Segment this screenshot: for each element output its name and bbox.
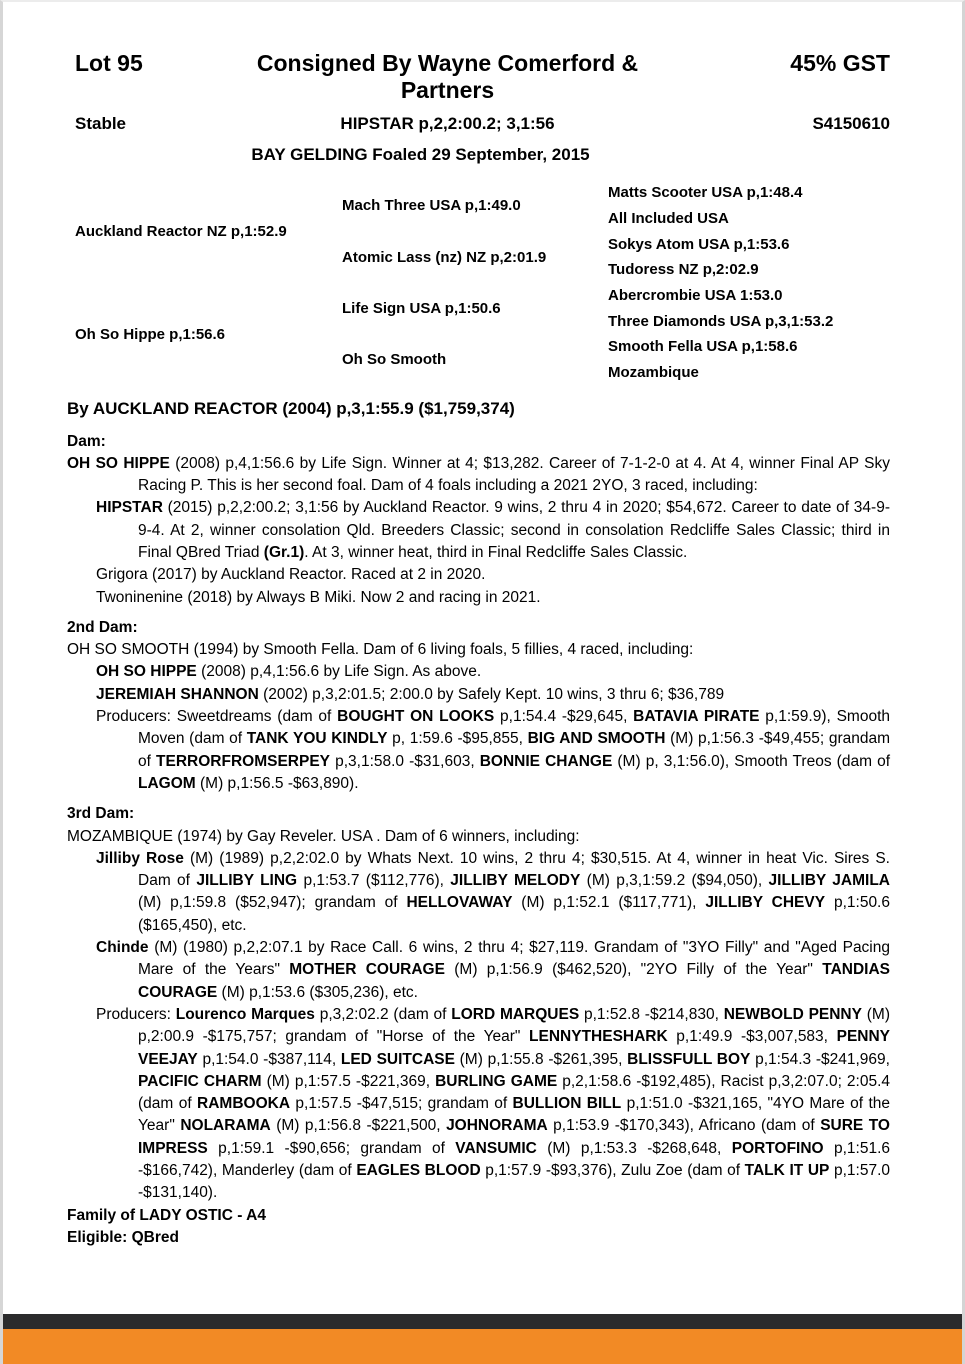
paragraph: Twoninenine (2018) by Always B Miki. Now 2 and racing in 2021. [96, 588, 541, 606]
paragraph: MOZAMBIQUE (1974) by Gay Reveler. USA . Dam of 6 winners, including: [67, 827, 580, 845]
pedigree-sire: Auckland Reactor NZ p,1:52.9 [75, 222, 287, 240]
paragraph: OH SO SMOOTH (1994) by Smooth Fella. Dam of 6 living foals, 5 fillies, 4 raced, including: [67, 641, 694, 659]
pedigree-text [67, 431, 890, 1250]
gst-note: 45% GST [790, 50, 890, 76]
horse-record: HIPSTAR p,2,2:00.2; 3,1:56 [340, 114, 555, 133]
paragraph: Jilliby Rose (M) (1989) p,2,2:02.0 by Whats Next. 10 wins, 2 thru 4; $30,515. At 4, winner in heat Vic. Sires S. Dam of JILLIBY LING p,1:53.7 ($112,776), JILLIBY MELODY (M) p,3,1:59.2 ($94,050), JILLIBY JAMILA (M) p,1:59.8 ($52,947); grandam of HELLOVAWAY (M) p,1:52.1 ($117,771), JILLIBY CHEVY p,1:50.6 ($165,450), etc. [96, 849, 890, 934]
paragraph: Chinde (M) (1980) p,2,2:07.1 by Race Call. 6 wins, 2 thru 4; $27,119. Grandam of "3YO Filly" and "Aged Pacing Mare of the Years" MOTHER COURAGE (M) p,1:56.9 ($462,520), "2YO Filly of the Year" TANDIAS COURAGE (M) p,1:53.6 ($305,236), etc. [96, 939, 890, 1001]
pedigree-gen3-item: Abercrombie USA 1:53.0 [608, 287, 783, 305]
pedigree-gen3-item: Matts Scooter USA p,1:48.4 [608, 184, 803, 202]
eligible-line: Eligible: QBred [67, 1228, 179, 1246]
section-heading: Dam: [67, 432, 106, 450]
family-line: Family of LADY OSTIC - A4 [67, 1206, 266, 1224]
page-content [3, 50, 962, 1249]
sire-by-line: By AUCKLAND REACTOR (2004) p,3,1:55.9 ($1,759,374) [67, 398, 515, 418]
pedigree-gen2-item: Life Sign USA p,1:50.6 [342, 299, 501, 317]
pedigree-gen3-item: Sokys Atom USA p,1:53.6 [608, 235, 790, 253]
lot-number: Lot 95 [75, 50, 143, 76]
footer-dark-bar [3, 1314, 962, 1329]
paragraph: Grigora (2017) by Auckland Reactor. Raced at 2 in 2020. [96, 566, 486, 584]
pedigree-gen3-item: Mozambique [608, 364, 699, 382]
second-dam-section [67, 617, 890, 795]
reg-number: S4150610 [812, 114, 890, 133]
dam-section [67, 431, 890, 609]
paragraph: OH SO HIPPE (2008) p,4,1:56.6 by Life Sign. As above. [96, 663, 482, 681]
third-dam-section [67, 803, 890, 1204]
header-row-2 [67, 114, 890, 134]
pedigree-gen3-item: All Included USA [608, 210, 729, 228]
horse-description: BAY GELDING Foaled 29 September, 2015 [251, 145, 590, 164]
pedigree-dam: Oh So Hippe p,1:56.6 [75, 325, 226, 343]
pedigree-gen2-item: Oh So Smooth [342, 351, 447, 369]
pedigree-gen3-item: Tudoress NZ p,2:02.9 [608, 261, 759, 279]
section-heading: 2nd Dam: [67, 618, 138, 636]
stable-label: Stable [75, 114, 127, 133]
header-row-1 [67, 50, 890, 104]
pedigree-gen3-item: Three Diamonds USA p,3,1:53.2 [608, 312, 834, 330]
paragraph: JEREMIAH SHANNON (2002) p,3,2:01.5; 2:00.0 by Safely Kept. 10 wins, 3 thru 6; $36,789 [96, 685, 725, 703]
consignor-title: Consigned By Wayne Comerford & Partners [256, 50, 639, 103]
paragraph: Producers: Lourenco Marques p,3,2:02.2 (dam of LORD MARQUES p,1:52.8 -$214,830, NEWBOLD PENNY (M) p,2:00.9 -$175,757; grandam of "Horse of the Year" LENNYTHESHARK p,1:49.9 -$3,007,583, PENNY VEEJAY p,1:54.0 -$387,114, LED SUITCASE (M) p,1:55.8 -$261,395, BLISSFULL BOY p,1:54.3 -$241,969, PACIFIC CHARM (M) p,1:57.5 -$221,369, BURLING GAME p,2,1:58.6 -$192,485), Racist p,3,2:07.0; 2:05.4 (dam of RAMBOOKA p,1:57.5 -$47,515; grandam of BULLION BILL p,1:51.0 -$321,165, "4YO Mare of the Year" NOLARAMA (M) p,1:56.8 -$221,500, JOHNORAMA p,1:53.9 -$170,343), Africano (dam of SURE TO IMPRESS p,1:59.1 -$90,656; grandam of VANSUMIC (M) p,1:53.3 -$268,648, PORTOFINO p,1:51.6 -$166,742), Manderley (dam of EAGLES BLOOD p,1:57.9 -$93,376), Zulu Zoe (dam of TALK IT UP p,1:57.0 -$131,140). [96, 1005, 891, 1202]
pedigree-table [75, 180, 890, 386]
paragraph: Producers: Sweetdreams (dam of BOUGHT ON LOOKS p,1:54.4 -$29,645, BATAVIA PIRATE p,1:59.9), Smooth Moven (dam of TANK YOU KINDLY p, 1:59.6 -$95,855, BIG AND SMOOTH (M) p,1:56.3 -$49,455; grandam of TERRORFROMSERPEY p,3,1:58.0 -$31,603, BONNIE CHANGE (M) p, 3,1:56.0), Smooth Treos (dam of LAGOM (M) p,1:56.5 -$63,890). [96, 708, 891, 792]
paragraph: HIPSTAR (2015) p,2,2:00.2; 3,1:56 by Auckland Reactor. 9 wins, 2 thru 4 in 2020; $54,672. Career to date of 34-9-9-4. At 2, winner consolation Qld. Breeders Classic; second in consolation Redcliffe Sales Classic; third in Final QBred Triad (Gr.1). At 3, winner heat, third in Final Redcliffe Sales Classic. [96, 499, 890, 561]
pedigree-gen2-item: Mach Three USA p,1:49.0 [342, 197, 521, 215]
pedigree-gen2-item: Atomic Lass (nz) NZ p,2:01.9 [342, 248, 547, 266]
section-heading: 3rd Dam: [67, 805, 135, 823]
paragraph: OH SO HIPPE (2008) p,4,1:56.6 by Life Sign. Winner at 4; $13,282. Career of 7-1-2-0 at 4. At 4, winner Final AP Sky Racing P. This is her second foal. Dam of 4 foals including a 2021 2YO, 3 raced, including: [67, 454, 890, 495]
footer-orange-bar [3, 1329, 962, 1364]
pedigree-gen3-item: Smooth Fella USA p,1:58.6 [608, 338, 798, 356]
